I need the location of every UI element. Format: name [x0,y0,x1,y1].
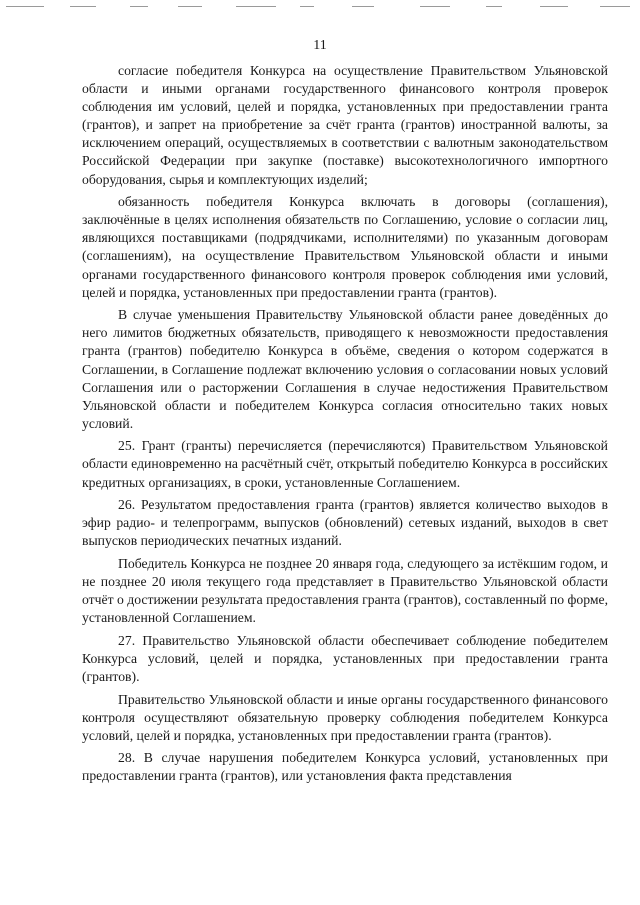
paragraph: 26. Результатом предоставления гранта (грантов) является количество выходов в эфир радио- и телепрограмм, выпусков (обновлений) сетевых изданий, выходов в свет выпусков периодических печатных изданий. [82,497,608,549]
page-number: 11 [313,38,327,53]
paragraph: обязанность победителя Конкурса включать в договоры (соглашения), заключённые в целях исполнения обязательств по Соглашению, условие о согласии лиц, являющихся поставщиками (подрядчиками, исполнителями) по указанным договорам (соглашениям), на осуществление Правительством Ульяновской области и иными органами государственного финансового контроля проверок соблюдения ими условий, целей и порядка, установленных при предоставлении гранта (грантов). [82,194,608,300]
scan-edge-marks [0,4,640,10]
paragraph: согласие победителя Конкурса на осуществление Правительством Ульяновской области и иными органами государственного финансового контроля проверок соблюдения им условий, целей и порядка, установленных при предоставлении гранта (грантов), и запрет на приобретение за счёт гранта (грантов) иностранной валюты, за исключением операций, осуществляемых в соответствии с валютным законодательством Российской Федерации при закупке (поставке) высокотехнологичного импортного оборудования, сырья и комплектующих изделий; [82,63,608,187]
document-body [82,62,608,790]
paragraph: В случае уменьшения Правительству Ульяновской области ранее доведённых до него лимитов бюджетных обязательств, приводящего к невозможности предоставления гранта (грантов) победителю Конкурса в объёме, сведения о котором содержатся в Соглашении, в Соглашение подлежат включению условия о согласовании новых условий Соглашения или о расторжении Соглашения в случае недостижения Правительством Ульяновской области и победителем Конкурса согласия относительно таких новых условий. [82,307,608,431]
paragraph: Победитель Конкурса не позднее 20 января года, следующего за истёкшим годом, и не позднее 20 июля текущего года представляет в Правительство Ульяновской области отчёт о достижении результата предоставления гранта (грантов), составленный по форме, установленной Соглашением. [82,555,608,626]
paragraph: 28. В случае нарушения победителем Конкурса условий, установленных при предоставлении гранта (грантов), или установления факта представления [82,750,608,784]
paragraph: 25. Грант (гранты) перечисляется (перечисляются) Правительством Ульяновской области единовременно на расчётный счёт, открытый победителю Конкурса в российских кредитных организациях, в сроки, установленные Соглашением. [82,438,608,490]
paragraph: 27. Правительство Ульяновской области обеспечивает соблюдение победителем Конкурса условий, целей и порядка, установленных при предоставлении гранта (грантов). [82,632,608,684]
paragraph: Правительство Ульяновской области и иные органы государственного финансового контроля осуществляют обязательную проверку соблюдения победителем Конкурса условий, целей и порядка, установленных при предоставлении гранта (грантов). [82,691,608,743]
